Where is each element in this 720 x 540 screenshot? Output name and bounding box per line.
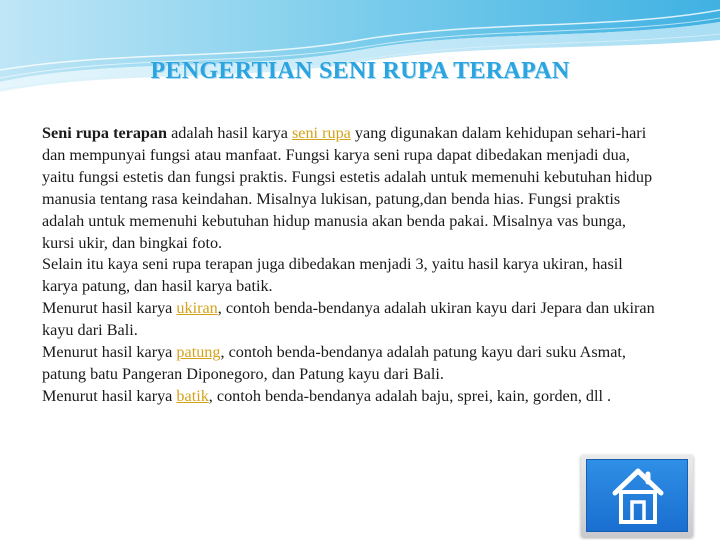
- link-seni-rupa[interactable]: seni rupa: [291, 124, 351, 142]
- paragraph-2: Selain itu kaya seni rupa terapan juga dibedakan menjadi 3, yaitu hasil karya ukiran, hasil karya patung, dan hasil karya batik.: [42, 255, 623, 296]
- home-icon: [612, 466, 664, 528]
- home-button[interactable]: [581, 455, 693, 537]
- paragraph-text: Menurut hasil karya: [42, 386, 177, 405]
- paragraph-1: [42, 123, 657, 254]
- paragraph-text: , contoh benda-bendanya adalah patung kayu dari suku Asmat, patung batu Pangeran Diponegoro, dan Patung kayu dari Bali.: [42, 343, 626, 383]
- slide-body: [42, 123, 657, 408]
- home-button-face[interactable]: [586, 459, 688, 532]
- paragraph-4: [42, 342, 657, 386]
- paragraph-text: , contoh benda-bendanya adalah baju, sprei, kain, gorden, dll .: [208, 386, 612, 405]
- header-wave-decoration: [0, 0, 720, 110]
- paragraph-5: [42, 386, 657, 408]
- paragraph-text: Menurut hasil karya: [42, 299, 177, 318]
- link-ukiran[interactable]: ukiran: [176, 299, 218, 318]
- paragraph-text: adalah hasil karya: [167, 124, 292, 142]
- paragraph-text: yang digunakan dalam kehidupan sehari-hari dan mempunyai fungsi atau manfaat. Fungsi karya seni rupa dapat dibedakan menjadi dua, yaitu fungsi estetis dan fungsi praktis. Fungsi estetis adalah untuk memenuhi kebutuhan hidup manusia tentang rasa keindahan. Misalnya lukisan, patung,dan benda hias. Fungsi praktis adalah untuk memenuhi kebutuhan hidup manusia akan benda pakai. Misalnya vas bunga, kursi ukir, dan bingkai foto.: [42, 124, 653, 252]
- paragraph-3: [42, 298, 657, 342]
- paragraph-text: Menurut hasil karya: [42, 343, 177, 362]
- link-patung[interactable]: patung: [176, 343, 221, 362]
- link-batik[interactable]: batik: [176, 386, 209, 405]
- term-bold: Seni rupa terapan: [42, 124, 168, 142]
- paragraph-text: , contoh benda-bendanya adalah ukiran kayu dari Jepara dan ukiran kayu dari Bali.: [42, 299, 655, 340]
- slide-title: PENGERTIAN SENI RUPA TERAPAN: [150, 58, 570, 84]
